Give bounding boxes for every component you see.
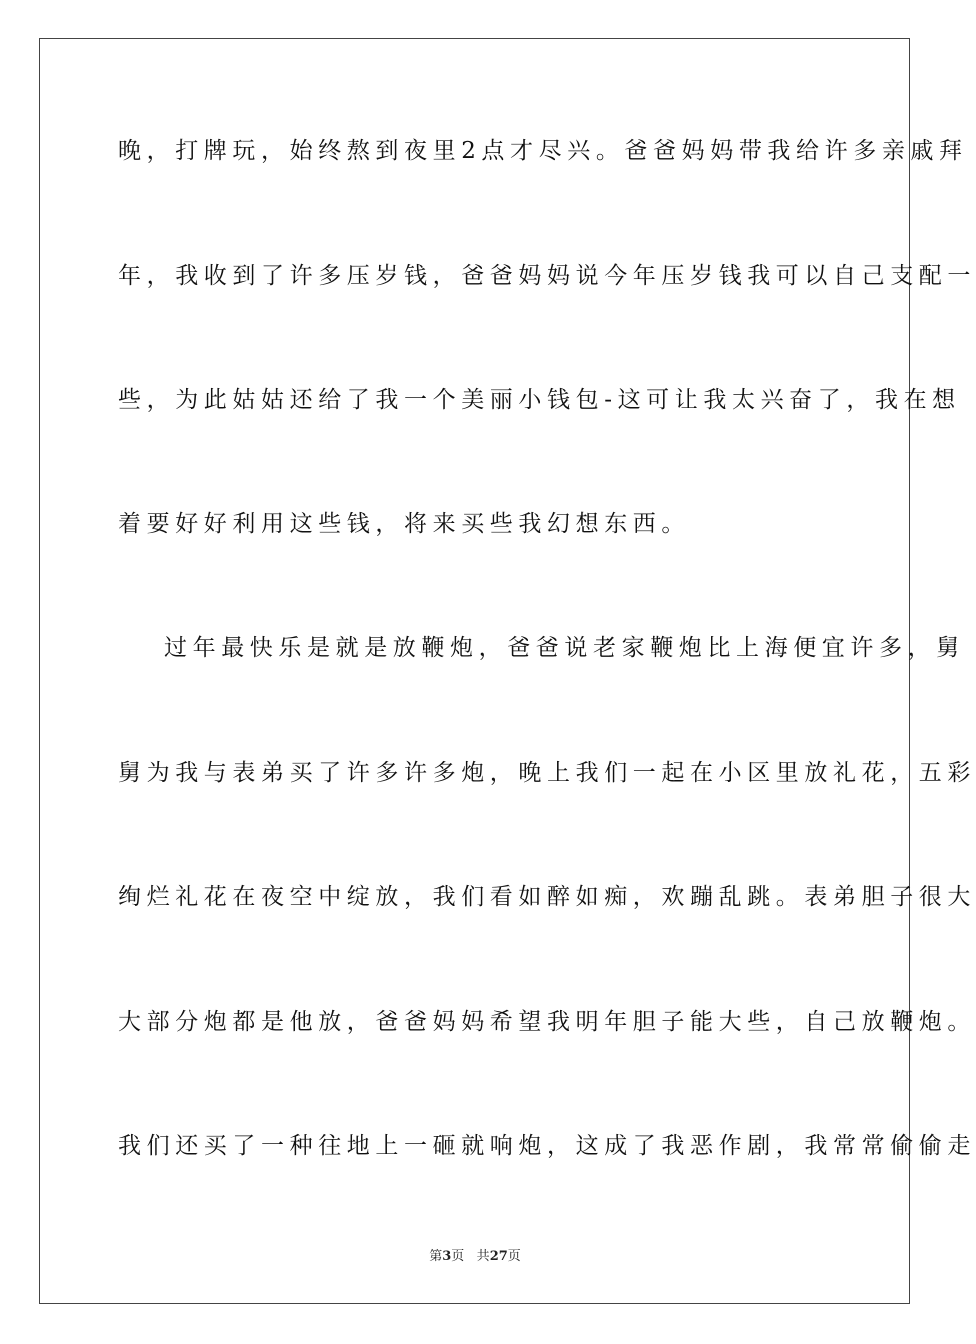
text-line-1: 晚，打牌玩，始终熬到夜里2点才尽兴。爸爸妈妈带我给许多亲戚拜	[118, 138, 968, 164]
page-prefix: 第	[429, 1249, 443, 1264]
total-prefix: 共	[476, 1249, 490, 1264]
text-line-2: 年，我收到了许多压岁钱，爸爸妈妈说今年压岁钱我可以自己支配一	[118, 263, 976, 289]
page-current: 3	[442, 1249, 452, 1264]
page-suffix: 页	[451, 1249, 465, 1264]
text-line-9: 我们还买了一种往地上一砸就响炮，这成了我恶作剧，我常常偷偷走	[118, 1133, 976, 1159]
text-line-8: 大部分炮都是他放，爸爸妈妈希望我明年胆子能大些，自己放鞭炮。	[118, 1009, 976, 1035]
page-border	[39, 38, 976, 1304]
text-line-4: 着要好好利用这些钱，将来买些我幻想东西。	[118, 511, 690, 537]
page-total: 27	[489, 1249, 508, 1264]
text-line-3: 些，为此姑姑还给了我一个美丽小钱包-这可让我太兴奋了，我在想	[118, 387, 961, 413]
total-suffix: 页	[507, 1249, 521, 1264]
text-line-6: 舅为我与表弟买了许多许多炮，晚上我们一起在小区里放礼花，五彩	[118, 760, 976, 786]
paragraph-start-line: 过年最快乐是就是放鞭炮，爸爸说老家鞭炮比上海便宜许多，舅	[164, 635, 965, 661]
text-line-7: 绚烂礼花在夜空中绽放，我们看如醉如痴，欢蹦乱跳。表弟胆子很大	[118, 884, 976, 910]
page-footer	[0, 1248, 950, 1266]
